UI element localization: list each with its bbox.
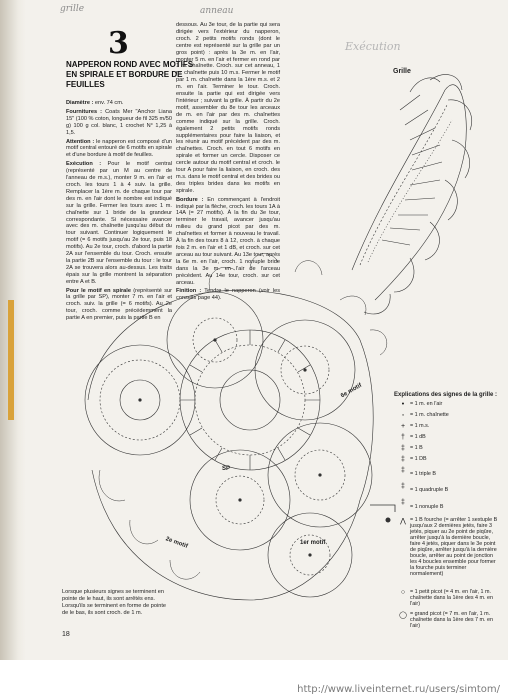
spiral-motifs [85,290,373,600]
large-picot-icon: ◯ [399,612,407,619]
legend-item: ◯ = grand picot (= 7 m. en l'air, 1 m. chaînette dans la 1ère des 7 m. en l'air) [399,611,494,629]
legend-item: ‡ = 1 quadruple B [394,483,498,499]
spiral-label: SP [222,466,231,472]
page-number: 18 [62,631,70,638]
treble-icon: ‡ [401,456,405,463]
footnote: Lorsque plusieurs signes se terminent en pointe de le haut, ils sont arrêtés ens. Lorsqu'ils se terminent en forme de pointe de le bas, ils sont croch. de 1 m. [62,589,166,616]
legend-title: Explications des signes de la grille : [394,392,498,398]
central-motif [180,330,320,470]
para-finition: Finition : Tendre le napperon (voir les conseils page 44). [176,288,281,302]
symbol-legend [394,392,498,631]
slip-stitch-icon: ◦ [401,412,405,419]
para-spirale: Pour le motif en spirale (représenté sur la grille par SP), monter 7 m. en l'air et croch. suiv. la grille (= 6 motifs). Au 2e tour, croch. comme précédemment la partie A en premier, puis la partie B en [66,287,172,322]
chain-stitch-icon: • [401,401,405,408]
chart-dots [138,338,390,556]
legend-item: ‡ = 1 DB [394,456,498,467]
double-crochet-icon: ‡ [401,445,405,452]
start-arrow [370,505,395,512]
leaf-border-chart [352,75,472,314]
legend-item: † = 1 dB [394,434,498,445]
quadruple-treble-icon: ‡ [401,483,405,490]
legend-item: + = 1 m.s. [394,423,498,434]
first-motif-label: 1er motif [300,540,326,546]
legend-item: ‡ = 1 B [394,445,498,456]
half-double-icon: † [401,434,405,441]
source-url[interactable]: http://www.liveinternet.ru/users/simtom/ [297,684,500,695]
legend-item: ◦ = 1 m. chaînette [394,412,498,423]
triple-treble-icon: ‡ [401,467,405,474]
pattern-title: NAPPERON ROND AVEC MOTIFS EN SPIRALE ET BORDURE DE FEUILLES [66,60,194,89]
para-diametre: Diamètre : env. 74 cm. [66,100,124,106]
para-attention: Attention : le napperon est composé d'un motif central entouré de 6 motifs en spirale et d'une bordure à motif de feuilles. [66,138,172,159]
para-continuation: dessous. Au 3e tour, de la partie qui sera dirigée vers l'extérieur du napperon, croch. 2 petits motifs ronds (dont le centre est représenté sur la grille par un gros point) : après la 3e m. en l'air, monter 5 m. en l'air et fermer en rond par 1 m. chaînette. Croch. sur cet anneau, 1 m. chaînette puis 10 m.s. Fermer le motif par 1 m. chaînette dans la 1ère m.s. et 2 m. en l'air. Terminer le tour. Croch. ensuite la partie qui est dirigée vers l'intérieur ; suivant la grille. À partir du 2e motif, assembler du 8e tour les arceaux de m. en l'air par des m. chaînettes comme indiqué sur la grille. Croch. également 2 petits motifs ronds supplémentaires pour faire la liaison, et les réunir au motif précédent par des m. chaînettes. Croch. en tout 6 motifs en spirale et former un cercle. Disposer ce cercle autour du motif central et croch. le tour A pour faire la liaison, en croch. des m.s. dans le motif central et des brides ou des triples brides dans les motifs en spirale. [176,22,280,194]
nonuple-treble-icon: ‡ [401,499,405,506]
legend-item: ‡ = 1 triple B [394,467,498,483]
legend-item: • = 1 m. en l'air [394,401,498,412]
legend-item: ⋀ = 1 B fourche (= arrêter 1 sextuple B jusqu'aux 2 dernières jetés, faire 3 jetés, piquer au 2e point de piqûre, arrêter jusqu'à la dernière boucle, faire 4 jetés, piquer dans le 3e point de piqûre, arrêter jusqu'à la dernière boucle, arrêter au point de jonction les 4 boucles ensemble pour former la fourche puis terminer normalement) [394,517,498,589]
legend-item: ‡ = 1 nonuple B [394,499,498,517]
single-crochet-icon: + [400,423,406,430]
para-bordure: Bordure : En commençant à l'endroit indiqué par la flèche, croch. les tours 1A à 14A (= 27 motifs). À la fin du 3e tour, terminer le travail, avancer jusqu'au milieu du grand picot par des m. chaînettes et former à nouveau le travail. À la fin des tours 8 à 12, croch. à chaque fois 2 m. en l'air et 1 dB, et croch. sur cet arceau au tour suivant. Au 13e tour, après la 6e m. en l'air, croch. 1 nonuple bride dans la 3e m. en l'air de l'arceau précédent. Au 14e tour, croch. sur cet arceau. [176,196,280,286]
para-fournitures: Fournitures : Coats Mer "Anchor Liana 15" (100 % coton, longueur de fil 325 m/50 g) 100 g col. blanc, 1 crochet N° 1,25 à 1,5. [66,108,173,136]
handwritten-note: Exécution [345,40,401,53]
fork-stitch-icon: ⋀ [400,518,406,525]
pattern-number: 3 [108,26,129,61]
sixth-motif-label: 6e motif [340,382,363,400]
small-picot-icon: ○ [400,589,406,596]
handwritten-note: grille [60,4,85,14]
grille-label: Grille [393,68,411,75]
legend-item: ○ = 1 petit picot (= 4 m. en l'air, 1 m. chaînette dans la 1ère des 4 m. en l'air) [394,589,498,611]
handwritten-note: anneau [200,6,234,16]
second-motif-label: 2e motif [164,536,189,550]
para-execution: Exécution : Pour le motif central (représenté par un M au centre de l'anneau de m.s.), monter 9 m. en l'air et croch. les tours 1 à 4 suiv. la grille. Remplacer la 1ère m. de chaque tour par des m. en l'air dont le nombre est indiqué sur la grille. Fermer les tours avec 1 m. chaînette sur 1 bride de la grandeur correspondante. Si nécessaire avancer avec des m. chaînette jusqu'au début du tour suivant. Continuer logiquement le motif (= 6 motifs jusqu'au 2e tour, puis 18 motifs). Au 2e tour, croch. d'abord la partie 2A sur l'ensemble du tour. Croch. ensuite la partie 2B sur l'ensemble du tour : le tour 2A se trouvera alors au-dessus. Les traits épais sur la grille montrent la séparation entre A et B. [66,161,172,285]
